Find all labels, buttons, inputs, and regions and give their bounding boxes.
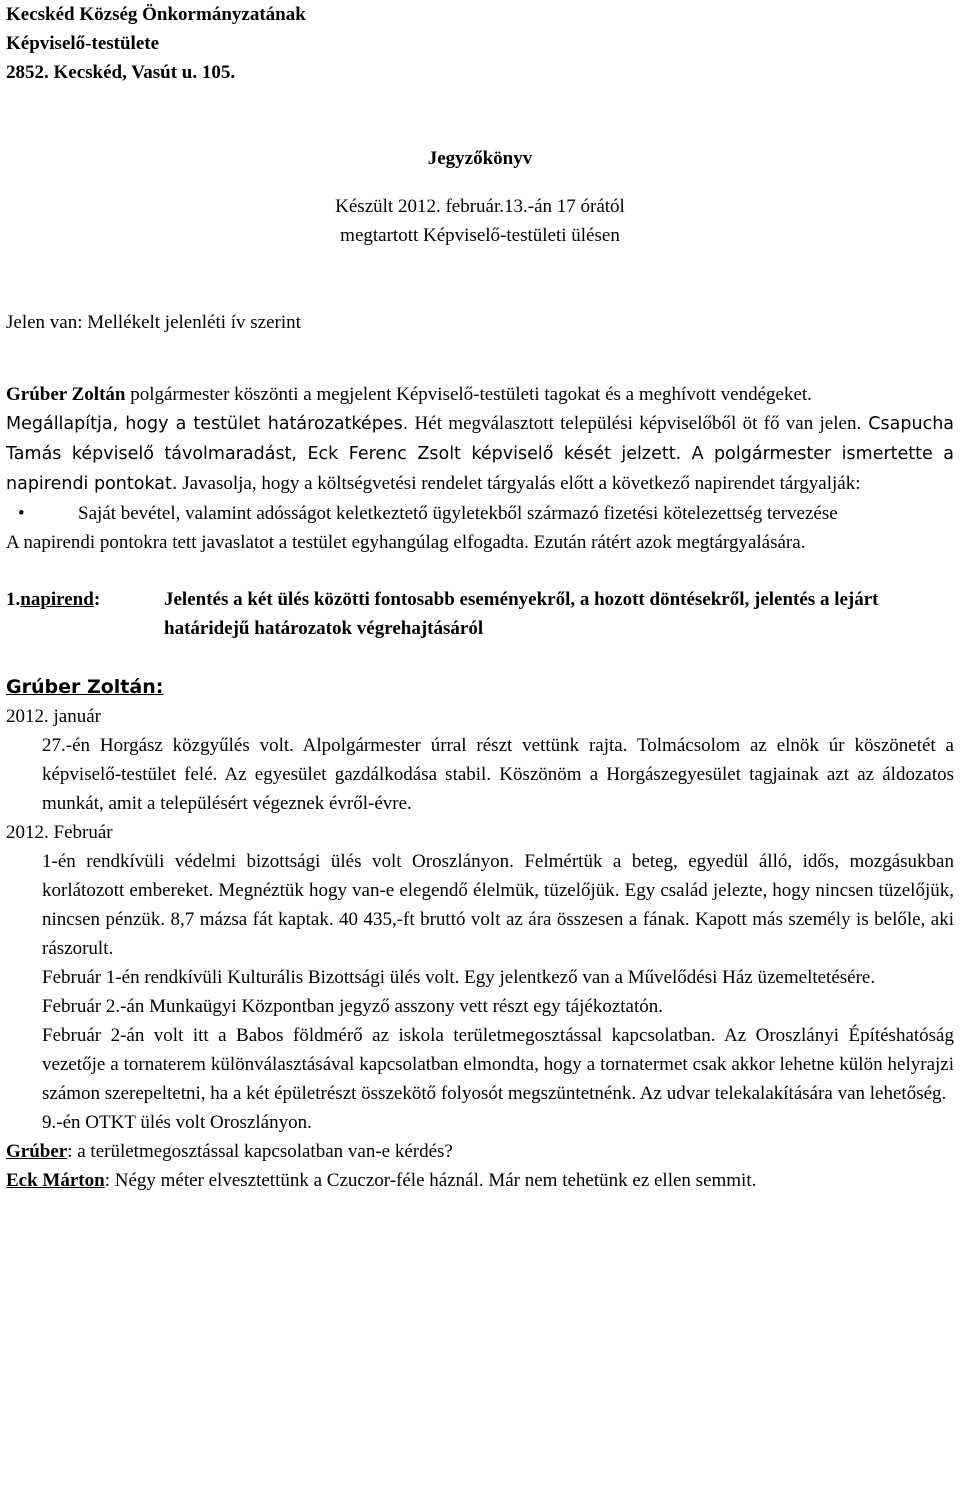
speaker-name: Grúber <box>6 1141 68 1162</box>
question-text: : a területmegosztással kapcsolatban van-e kérdés? <box>67 1141 453 1162</box>
comment-line <box>6 1166 954 1195</box>
agenda-number: 1.napirend: <box>6 589 101 610</box>
speaker-name: Eck Márton <box>6 1170 105 1191</box>
meeting-info-line: megtartott Képviselő-testületi ülésen <box>340 225 620 246</box>
meeting-info-line: Készült 2012. február.13.-án 17 órától <box>335 196 625 217</box>
intro-paragraph <box>6 380 954 499</box>
letterhead-line: 2852. Kecskéd, Vasút u. 105. <box>6 62 236 83</box>
comment-text: : Négy méter elvesztettünk a Czuczor-féle háznál. Már nem tehetünk ez ellen semmit. <box>104 1170 757 1191</box>
document-title: Jegyzőkönyv <box>427 148 533 169</box>
report-paragraph: 9.-én OTKT ülés volt Oroszlányon. <box>42 1112 312 1133</box>
letterhead-line: Kecskéd Község Önkormányzatának <box>6 4 306 25</box>
agenda-bullet-text: Saját bevétel, valamint adósságot keletkeztető ügyletekből származó fizetési kötelezettség tervezése <box>78 503 838 524</box>
attendance: Jelen van: Mellékelt jelenléti ív szerint <box>6 312 301 333</box>
meeting-info <box>6 192 954 250</box>
mayor-name: Grúber Zoltán <box>6 384 126 405</box>
report-paragraph: Február 2-án volt itt a Babos földmérő az iskola területmegosztással kapcsolatban. Az Oroszlányi Építéshatóság vezetője a tornaterem különválasztásával kapcsolatban elmondta, hogy a tornatermet csak akkor lehetne külön helyrajzi számon szerepeltetni, ha a két épületrészt összekötő folyosót megszüntetnénk. Az udvar telekalakítására van lehetőség. <box>42 1025 954 1104</box>
question-line <box>6 1137 954 1166</box>
speaker-name: Grúber Zoltán: <box>6 676 164 698</box>
report-paragraph: 27.-én Horgász közgyűlés volt. Alpolgármester úrral részt vettünk rajta. Tolmácsolom az elnök úr köszönetét a képviselő-testület felé. Az egyesület gazdálkodása stabil. Köszönöm a Horgászegyesület tagjainak azt az áldozatos munkát, amit a településért végeznek évről-évre. <box>42 735 954 814</box>
members-text: Hét megválasztott települési képviselőből öt fő van jelen. <box>408 413 862 434</box>
bullet-icon: • <box>18 503 25 524</box>
report-paragraph: Február 2.-án Munkaügyi Központban jegyző asszony vett részt egy tájékoztatón. <box>42 996 664 1017</box>
agenda-item-heading <box>6 585 954 643</box>
proposal-text: Javasolja, hogy a költségvetési rendelet tárgyalás előtt a következő napirendet tárgyalják: <box>177 473 861 494</box>
absence-text: Csapucha Tamás képviselő távolmaradást, Eck Ferenc Zsolt képviselő kését jelzett. A polgármester ismertette a napirendi pontokat. <box>6 414 955 494</box>
agenda-title: Jelentés a két ülés közötti fontosabb eseményekről, a hozott döntésekről, jelentés a lejárt határidejű határozatok végrehajtásáról <box>164 589 879 639</box>
month-heading: 2012. január <box>6 706 101 727</box>
month-heading: 2012. Február <box>6 822 113 843</box>
letterhead <box>6 0 954 87</box>
report-paragraph: 1-én rendkívüli védelmi bizottsági ülés volt Oroszlányon. Felmértük a beteg, egyedül álló, idős, mozgásukban korlátozott embereket. Megnéztük hogy van-e elegendő élelmük, tüzelőjük. Egy család jelezte, hogy nincsen tüzelőjük, nincsen pénzük. 8,7 mázsa fát kaptak. 40 435,-ft bruttó volt az ára összesen a fának. Kapott más személy is belőle, aki rászorult. <box>42 851 954 959</box>
letterhead-line: Képviselő-testülete <box>6 33 160 54</box>
acceptance-paragraph: A napirendi pontokra tett javaslatot a testület egyhangúlag elfogadta. Ezután rátért azok megtárgyalására. <box>6 532 806 553</box>
intro-text: polgármester köszönti a megjelent Képviselő-testületi tagokat és a meghívott vendégeket. <box>125 384 812 405</box>
quorum-text: Megállapítja, hogy a testület határozatképes. <box>6 414 409 434</box>
agenda-bullet-item <box>6 499 954 528</box>
report-paragraph: Február 1-én rendkívüli Kulturális Bizottsági ülés volt. Egy jelentkező van a Művelődési Ház üzemeltetésére. <box>42 967 876 988</box>
